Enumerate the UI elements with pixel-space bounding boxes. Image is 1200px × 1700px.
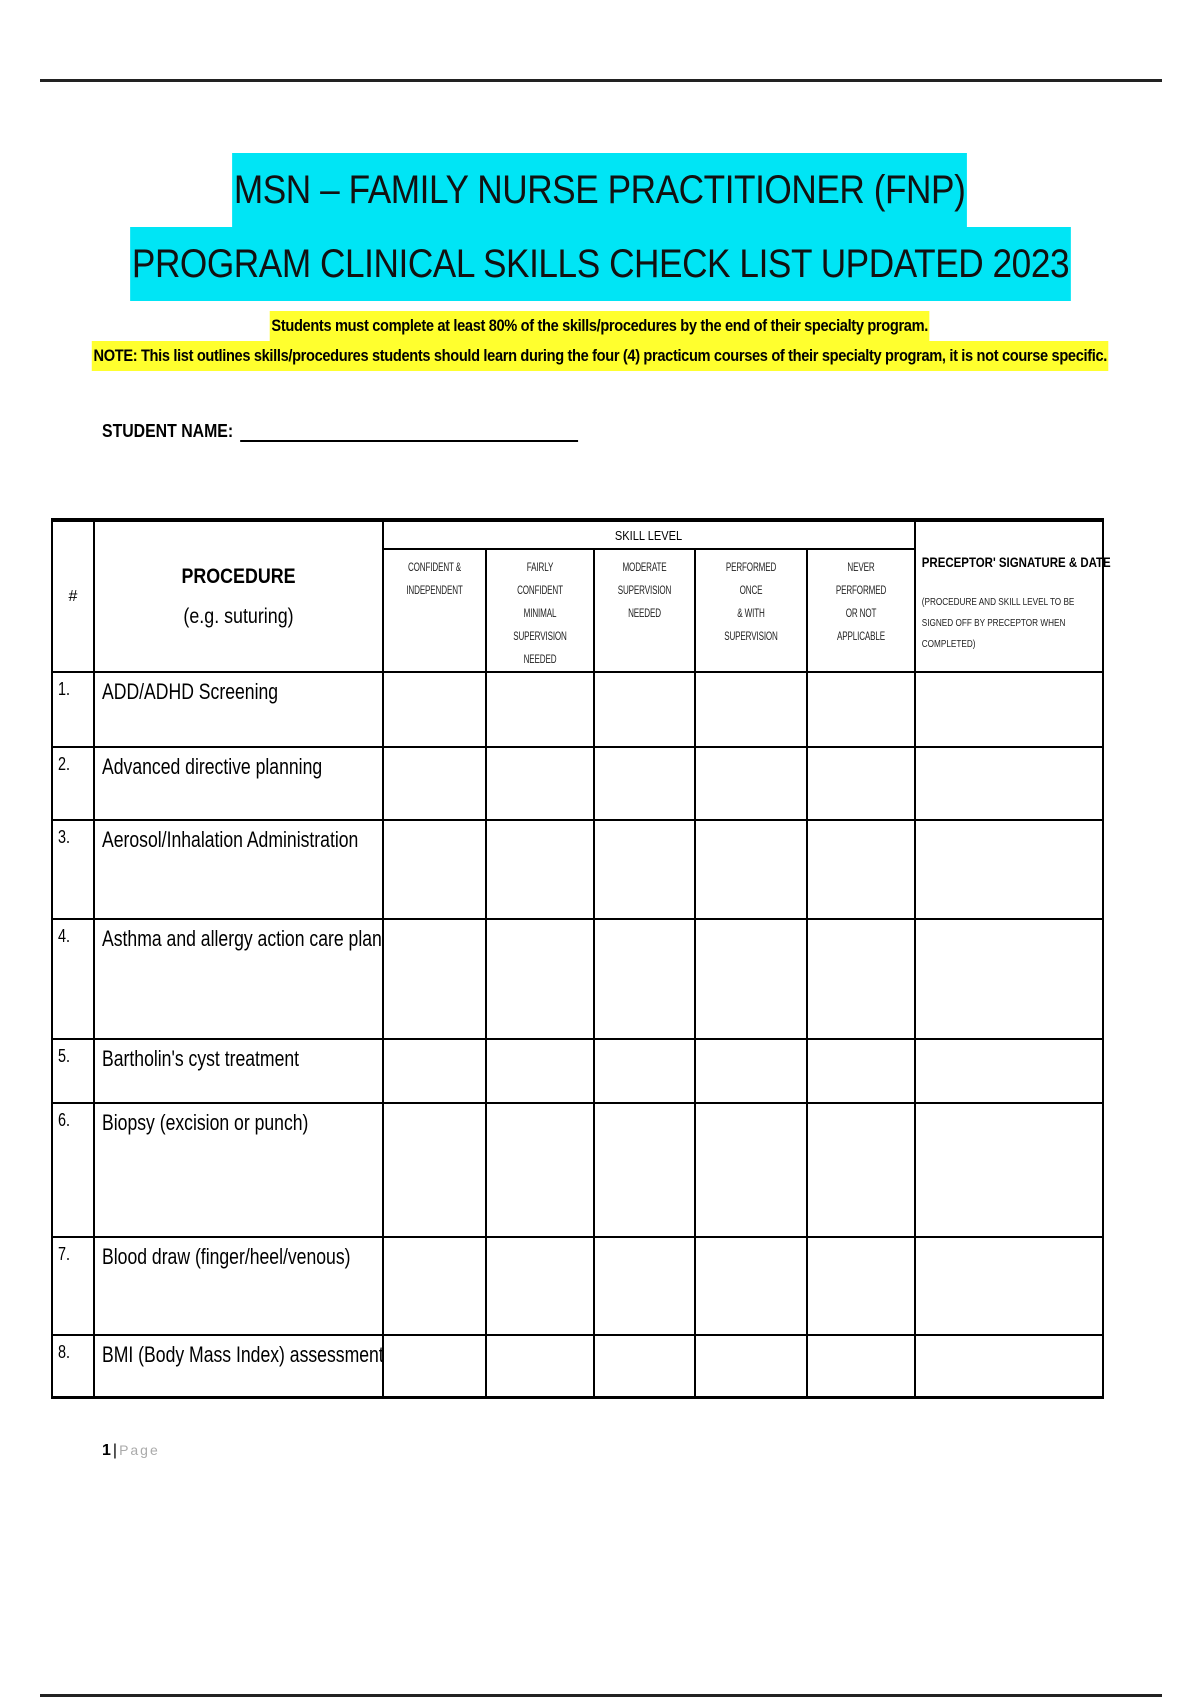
table-row — [52, 672, 1103, 747]
procedure-cell: Bartholin's cyst treatment — [94, 1039, 383, 1103]
skill-level-text: CONFIDENT & — [407, 560, 462, 574]
skill-level-checkbox-cell[interactable] — [383, 1103, 486, 1237]
skill-level-checkbox-cell[interactable] — [695, 1103, 807, 1237]
skill-level-checkbox-cell[interactable] — [807, 1039, 915, 1103]
bottom-rule — [40, 1694, 1162, 1697]
row-number: 5. — [52, 1039, 94, 1103]
skill-level-checkbox-cell[interactable] — [594, 747, 695, 820]
skill-level-checkbox-cell[interactable] — [695, 1335, 807, 1397]
skill-level-checkbox-cell[interactable] — [486, 747, 594, 820]
header-skill-level-5 — [807, 549, 915, 672]
skill-level-checkbox-cell[interactable] — [486, 820, 594, 919]
table-row — [52, 919, 1103, 1039]
header-skill-level-4 — [695, 549, 807, 672]
skill-level-checkbox-cell[interactable] — [383, 1237, 486, 1335]
header-number: # — [52, 520, 94, 672]
row-number: 6. — [52, 1103, 94, 1237]
header-skill-level: SKILL LEVEL — [383, 520, 915, 549]
skill-level-checkbox-cell[interactable] — [594, 820, 695, 919]
skill-level-checkbox-cell[interactable] — [807, 672, 915, 747]
skill-level-checkbox-cell[interactable] — [807, 747, 915, 820]
preceptor-signature-cell[interactable] — [915, 1039, 1103, 1103]
table-row — [52, 747, 1103, 820]
table-row — [52, 1103, 1103, 1237]
skill-level-checkbox-cell[interactable] — [486, 1237, 594, 1335]
skill-level-text: INDEPENDENT — [406, 583, 463, 597]
student-name-field — [102, 418, 578, 442]
skill-level-checkbox-cell[interactable] — [594, 1039, 695, 1103]
title-line-2: PROGRAM CLINICAL SKILLS CHECK LIST UPDATED 2023 — [130, 227, 1071, 301]
preceptor-signature-cell[interactable] — [915, 672, 1103, 747]
skill-level-checkbox-cell[interactable] — [807, 1335, 915, 1397]
procedure-cell: Advanced directive planning — [94, 747, 383, 820]
skill-level-text: MODERATE — [622, 560, 667, 574]
skill-level-checkbox-cell[interactable] — [486, 919, 594, 1039]
footer-separator: | — [112, 1442, 118, 1459]
procedure-cell: Biopsy (excision or punch) — [94, 1103, 383, 1237]
skills-table — [51, 518, 1111, 1399]
procedure-cell: BMI (Body Mass Index) assessment — [94, 1335, 383, 1397]
skill-level-text: MINIMAL — [523, 606, 557, 620]
student-name-blank[interactable] — [240, 418, 578, 442]
skill-level-checkbox-cell[interactable] — [695, 1237, 807, 1335]
skill-level-checkbox-cell[interactable] — [486, 1039, 594, 1103]
skill-level-text: SUPERVISION NEEDED — [513, 629, 567, 666]
document-title — [0, 153, 1200, 301]
signature-header-note: (PROCEDURE AND SKILL LEVEL TO BE SIGNED OFF BY PRECEPTOR WHEN COMPLETED) — [921, 597, 1075, 650]
preceptor-signature-cell[interactable] — [915, 919, 1103, 1039]
skill-level-checkbox-cell[interactable] — [594, 1103, 695, 1237]
notice-line-1: Students must complete at least 80% of the skills/procedures by the end of their specialty program. — [270, 311, 930, 341]
skill-level-checkbox-cell[interactable] — [486, 1335, 594, 1397]
procedure-cell: Blood draw (finger/heel/venous) — [94, 1237, 383, 1335]
header-skill-level-1 — [383, 549, 486, 672]
skill-level-checkbox-cell[interactable] — [383, 820, 486, 919]
procedure-cell: ADD/ADHD Screening — [94, 672, 383, 747]
skill-level-checkbox-cell[interactable] — [695, 747, 807, 820]
procedure-cell: Asthma and allergy action care plan — [94, 919, 383, 1039]
skill-level-checkbox-cell[interactable] — [486, 1103, 594, 1237]
preceptor-signature-cell[interactable] — [915, 747, 1103, 820]
preceptor-signature-cell[interactable] — [915, 1103, 1103, 1237]
top-rule — [40, 79, 1162, 82]
row-number: 4. — [52, 919, 94, 1039]
skill-level-text: & WITH SUPERVISION — [724, 606, 778, 643]
skill-level-checkbox-cell[interactable] — [383, 1039, 486, 1103]
skill-level-checkbox-cell[interactable] — [383, 747, 486, 820]
row-number: 8. — [52, 1335, 94, 1397]
row-number: 3. — [52, 820, 94, 919]
table-row — [52, 1237, 1103, 1335]
page-number: 1 — [102, 1442, 111, 1459]
row-number: 7. — [52, 1237, 94, 1335]
student-name-label: STUDENT NAME: — [102, 421, 234, 441]
skill-level-checkbox-cell[interactable] — [695, 919, 807, 1039]
table-row — [52, 1335, 1103, 1397]
skill-level-checkbox-cell[interactable] — [594, 672, 695, 747]
preceptor-signature-cell[interactable] — [915, 1237, 1103, 1335]
header-skill-level-3 — [594, 549, 695, 672]
skill-level-text: FAIRLY CONFIDENT — [517, 560, 563, 597]
skill-level-checkbox-cell[interactable] — [807, 820, 915, 919]
title-line-1: MSN – FAMILY NURSE PRACTITIONER (FNP) — [232, 153, 967, 227]
skill-level-checkbox-cell[interactable] — [807, 1103, 915, 1237]
header-skill-level-2 — [486, 549, 594, 672]
skill-level-checkbox-cell[interactable] — [807, 1237, 915, 1335]
notice — [0, 311, 1200, 371]
skill-level-text: SUPERVISION — [617, 583, 672, 597]
skill-level-checkbox-cell[interactable] — [695, 672, 807, 747]
skill-level-checkbox-cell[interactable] — [594, 1237, 695, 1335]
skill-level-checkbox-cell[interactable] — [383, 1335, 486, 1397]
skill-level-text: NEVER PERFORMED — [835, 560, 887, 597]
skill-level-checkbox-cell[interactable] — [486, 672, 594, 747]
skill-level-checkbox-cell[interactable] — [383, 672, 486, 747]
notice-line-2: NOTE: This list outlines skills/procedures students should learn during the four (4) practicum courses of their specialty program, it is not course specific. — [92, 341, 1109, 371]
skill-level-checkbox-cell[interactable] — [695, 820, 807, 919]
skill-level-checkbox-cell[interactable] — [695, 1039, 807, 1103]
preceptor-signature-cell[interactable] — [915, 1335, 1103, 1397]
row-number: 2. — [52, 747, 94, 820]
procedure-header-label: PROCEDURE — [181, 564, 296, 588]
header-preceptor-signature — [915, 520, 1111, 672]
page-footer — [102, 1442, 160, 1460]
header-procedure — [94, 520, 383, 672]
table-row — [52, 1039, 1103, 1103]
table-row — [52, 820, 1103, 919]
skill-level-checkbox-cell[interactable] — [594, 1335, 695, 1397]
procedure-cell: Aerosol/Inhalation Administration — [94, 820, 383, 919]
preceptor-signature-cell[interactable] — [915, 820, 1103, 919]
skill-level-checkbox-cell[interactable] — [383, 919, 486, 1039]
procedure-header-example: (e.g. suturing) — [183, 604, 294, 628]
skill-level-text: NEEDED — [628, 606, 661, 620]
skill-level-text: PERFORMED ONCE — [725, 560, 777, 597]
page-label: Page — [119, 1442, 160, 1458]
skill-level-checkbox-cell[interactable] — [594, 919, 695, 1039]
skill-level-text: OR NOT APPLICABLE — [837, 606, 885, 643]
row-number: 1. — [52, 672, 94, 747]
signature-header-label: PRECEPTOR' SIGNATURE & DATE — [921, 554, 1111, 570]
skill-level-checkbox-cell[interactable] — [807, 919, 915, 1039]
